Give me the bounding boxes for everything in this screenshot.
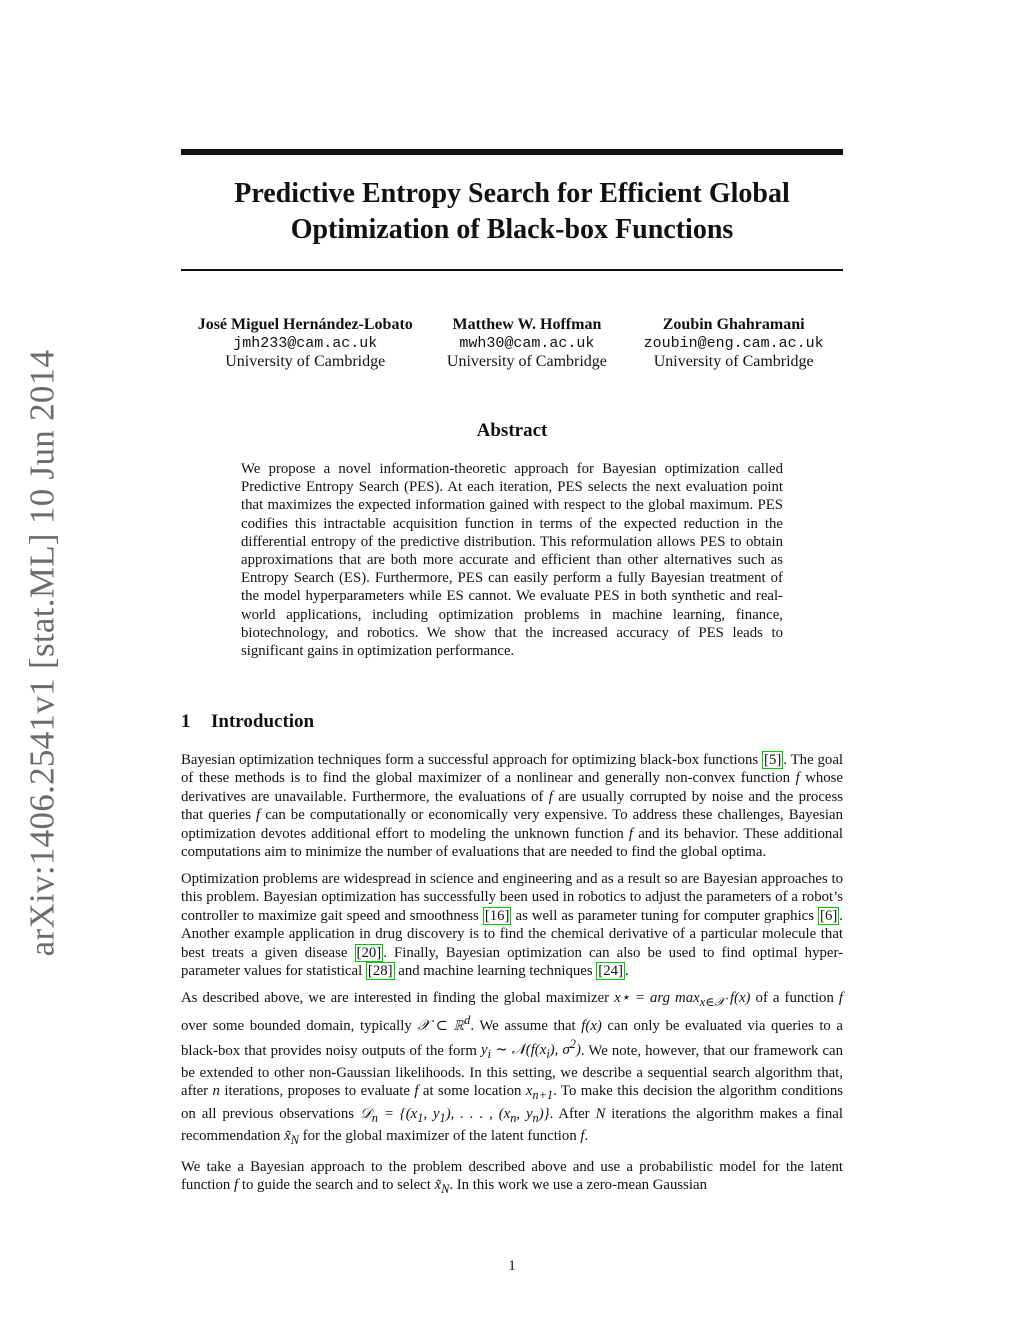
- math-expression: x⋆ = arg $\max_{x\in 𝒳} f(x)$: [614, 989, 751, 1009]
- page-number: 1: [508, 1258, 516, 1274]
- math-expression: 𝒳 ⊂ ℝ$^d$: [417, 1013, 471, 1035]
- paper-title: [181, 176, 843, 248]
- author-affiliation: University of Cambridge: [653, 353, 814, 370]
- title-line-2: Optimization of Black-box Functions: [290, 214, 734, 245]
- title-line-1: Predictive Entropy Search for Efficient Global: [234, 178, 790, 209]
- citation-link[interactable]: [5]: [764, 752, 782, 768]
- author-affiliation: University of Cambridge: [446, 353, 607, 370]
- math-expression: $y_i$ ∼ $𝒩(f(x_i)$, $\sigma^2$): [480, 1037, 581, 1062]
- title-rule-bottom: [181, 269, 843, 271]
- abstract-heading: Abstract: [476, 420, 548, 441]
- introduction-body: [181, 751, 843, 1207]
- author-email: mwh30@cam.ac.uk: [459, 334, 595, 352]
- citation-link[interactable]: [28]: [367, 962, 393, 979]
- citation-link[interactable]: [16]: [484, 907, 510, 924]
- author-block: [181, 316, 843, 372]
- title-rule-top: [181, 149, 843, 155]
- paragraph-1: Bayesian optimization techniques form a successful approach for optimizing black-box functions [5] . The goal of these methods is to find the global maximizer of a nonlinear and generally non-convex function f whose derivatives are unavailable. Furthermore, the evaluations of f are usually corrupted by noise and the process that queries f can be computationally or economically very expensive. To address these challenges, Bayesian optimization devotes additional effort to modeling the unknown function f and its behavior. These additional computations aim to minimize the number of evaluations that are needed to find the global optima.: [181, 752, 843, 861]
- author-1: [181, 316, 429, 372]
- math-expression: $x_{n+1}$: [525, 1083, 554, 1103]
- citation-link[interactable]: [20]: [356, 944, 382, 961]
- author-3: [624, 316, 843, 372]
- arxiv-stamp-text: arXiv:1406.2541v1 [stat.ML] 10 Jun 2014: [22, 349, 61, 957]
- paragraph-2: Optimization problems are widespread in science and engineering and as a result so are Bayesian approaches to this problem. Bayesian optimization has successfully been used in robotics to adjust the parameters of a robot’s controller to maximize gait speed and smoothness [16] as well as parameter tuning for computer graphics [6] . Another example application in drug discovery is to find the chemical derivative of a particular molecule that best treats a given disease [20] . Finally, Bayesian optimization can also be used to find optimal hyper-parameter values for statistical [28] and machine learning techniques [24] .: [181, 870, 844, 979]
- math-expression: $x̃_N$: [434, 1177, 450, 1197]
- author-name: Matthew W. Hoffman: [452, 316, 602, 333]
- paragraph-4: We take a Bayesian approach to the problem described above and use a probabilistic model for the latent function f to guide the search and to select $x̃_N$. In this work we use a zero-mean Gaussian: [181, 1158, 843, 1197]
- author-2: [433, 316, 620, 372]
- paragraph-3: As described above, we are interested in finding the global maximizer x⋆ = arg $\max_{x\in 𝒳} f(x)$ of a function f over some bounded domain, typically 𝒳 ⊂ ℝ$^d$. We assume that f(x) can only be evaluated via queries to a black-box that provides noisy outputs of the form $y_i$ ∼ $𝒩(f(x_i)$, $\sigma^2$). We note, however, that our framework can be extended to other non-Gaussian likelihoods. In this setting, we describe a sequential search algorithm that, after n iterations, proposes to evaluate f at some location $x_{n+1}$. To make this decision the algorithm conditions on all previous observations 𝒟$_n$ = {($x_1$, $y_1$), . . . , ($x_n$, $y_n$)}. After N iterations the algorithm makes a final recommendation $x̃_N$ for the global maximizer of the latent function f.: [181, 989, 844, 1147]
- section-title: Introduction: [211, 711, 315, 732]
- author-email: zoubin@eng.cam.ac.uk: [643, 334, 824, 352]
- math-expression: $x̃_N$: [284, 1127, 299, 1147]
- math-expression: 𝒟$_n$ = {($x_1$, $y_1$), . . . , ($x_n$, $y_n$)}: [359, 1105, 550, 1125]
- citation-link[interactable]: [6]: [820, 907, 838, 924]
- arxiv-stamp: [12, 349, 72, 957]
- author-name: Zoubin Ghahramani: [662, 316, 805, 333]
- abstract-text: We propose a novel information-theoretic approach for Bayesian optimization called Predictive Entropy Search (PES). At each iteration, PES selects the next evaluation point that maximizes the expected information gained with respect to the global maximum. PES codifies this intractable acquisition function in terms of the expected reduction in the differential entropy of the predictive distribution. This reformulation allows PES to obtain approximations that are both more accurate and efficient than other alternatives such as Entropy Search (ES). Furthermore, PES can easily perform a fully Bayesian treatment of the model hyperparameters while ES cannot. We evaluate PES in both synthetic and real-world applications, including optimization problems in machine learning, finance, biotechnology, and robotics. We show that the increased accuracy of PES leads to significant gains in optimization performance.: [241, 461, 783, 660]
- author-affiliation: University of Cambridge: [225, 353, 386, 370]
- author-email: jmh233@cam.ac.uk: [233, 334, 378, 352]
- section-heading-introduction: [181, 711, 314, 733]
- section-number: 1: [181, 711, 191, 732]
- citation-link[interactable]: [24]: [598, 962, 623, 979]
- author-name: José Miguel Hernández-Lobato: [197, 316, 413, 333]
